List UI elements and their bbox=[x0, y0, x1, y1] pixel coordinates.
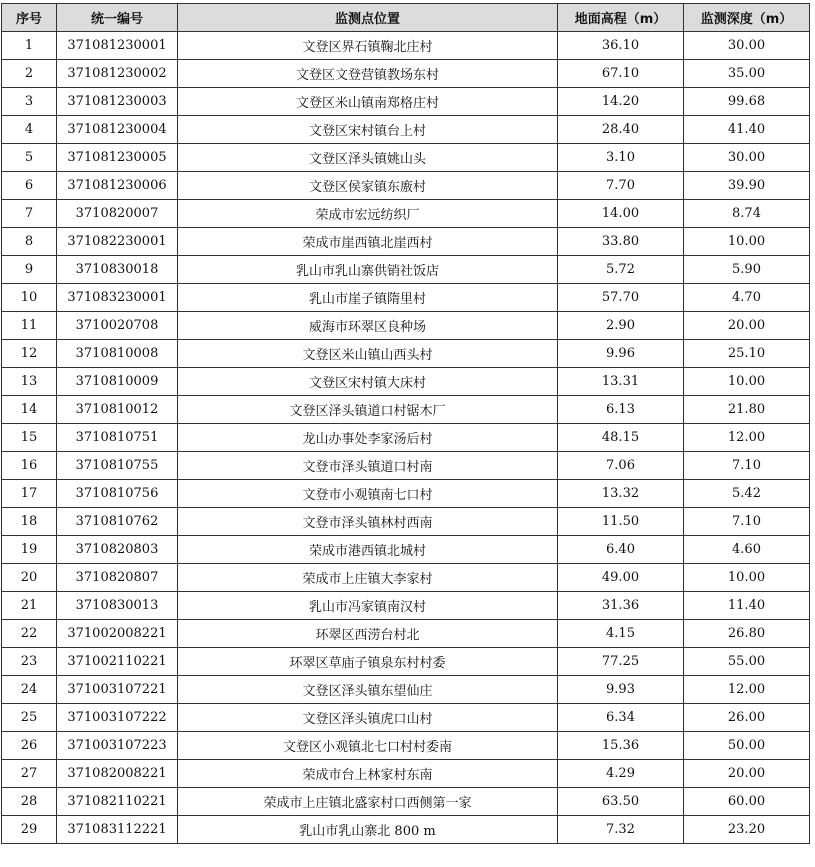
cell-elevation: 7.70 bbox=[558, 172, 684, 200]
cell-depth: 12.00 bbox=[684, 424, 810, 452]
table-row bbox=[2, 480, 810, 508]
cell-seq: 13 bbox=[2, 368, 57, 396]
cell-elevation: 14.20 bbox=[558, 88, 684, 116]
cell-seq: 20 bbox=[2, 564, 57, 592]
table-row bbox=[2, 452, 810, 480]
cell-depth: 26.00 bbox=[684, 704, 810, 732]
table-row bbox=[2, 228, 810, 256]
cell-code: 371002110221 bbox=[57, 648, 178, 676]
cell-location: 文登市泽头镇林村西南 bbox=[178, 508, 558, 536]
cell-seq: 11 bbox=[2, 312, 57, 340]
cell-depth: 10.00 bbox=[684, 228, 810, 256]
table-row bbox=[2, 816, 810, 844]
cell-code: 3710830013 bbox=[57, 592, 178, 620]
cell-elevation: 49.00 bbox=[558, 564, 684, 592]
cell-depth: 30.00 bbox=[684, 144, 810, 172]
cell-seq: 5 bbox=[2, 144, 57, 172]
cell-elevation: 6.13 bbox=[558, 396, 684, 424]
monitoring-points-table bbox=[1, 3, 810, 844]
cell-code: 3710810009 bbox=[57, 368, 178, 396]
table-row bbox=[2, 32, 810, 60]
cell-depth: 41.40 bbox=[684, 116, 810, 144]
cell-depth: 60.00 bbox=[684, 788, 810, 816]
cell-seq: 10 bbox=[2, 284, 57, 312]
cell-code: 3710810751 bbox=[57, 424, 178, 452]
cell-seq: 25 bbox=[2, 704, 57, 732]
cell-elevation: 48.15 bbox=[558, 424, 684, 452]
cell-seq: 15 bbox=[2, 424, 57, 452]
cell-code: 3710020708 bbox=[57, 312, 178, 340]
cell-elevation: 4.29 bbox=[558, 760, 684, 788]
cell-seq: 2 bbox=[2, 60, 57, 88]
cell-seq: 17 bbox=[2, 480, 57, 508]
cell-seq: 28 bbox=[2, 788, 57, 816]
cell-code: 371081230002 bbox=[57, 60, 178, 88]
cell-code: 3710820803 bbox=[57, 536, 178, 564]
cell-location: 文登区泽头镇东望仙庄 bbox=[178, 676, 558, 704]
cell-seq: 6 bbox=[2, 172, 57, 200]
cell-elevation: 4.15 bbox=[558, 620, 684, 648]
table-row bbox=[2, 620, 810, 648]
cell-seq: 19 bbox=[2, 536, 57, 564]
table-row bbox=[2, 312, 810, 340]
cell-location: 文登区泽头镇虎口山村 bbox=[178, 704, 558, 732]
cell-elevation: 9.96 bbox=[558, 340, 684, 368]
cell-elevation: 7.32 bbox=[558, 816, 684, 844]
cell-location: 文登区侯家镇东廒村 bbox=[178, 172, 558, 200]
cell-depth: 20.00 bbox=[684, 312, 810, 340]
table-row bbox=[2, 88, 810, 116]
cell-elevation: 2.90 bbox=[558, 312, 684, 340]
table-row bbox=[2, 760, 810, 788]
header-seq: 序号 bbox=[2, 4, 57, 32]
cell-location: 环翠区西涝台村北 bbox=[178, 620, 558, 648]
cell-code: 371003107222 bbox=[57, 704, 178, 732]
table-row bbox=[2, 396, 810, 424]
cell-code: 3710820807 bbox=[57, 564, 178, 592]
cell-depth: 10.00 bbox=[684, 368, 810, 396]
cell-depth: 30.00 bbox=[684, 32, 810, 60]
cell-elevation: 15.36 bbox=[558, 732, 684, 760]
cell-elevation: 28.40 bbox=[558, 116, 684, 144]
cell-depth: 23.20 bbox=[684, 816, 810, 844]
cell-depth: 35.00 bbox=[684, 60, 810, 88]
cell-seq: 14 bbox=[2, 396, 57, 424]
cell-seq: 21 bbox=[2, 592, 57, 620]
cell-location: 乳山市冯家镇南汉村 bbox=[178, 592, 558, 620]
cell-location: 文登区宋村镇大床村 bbox=[178, 368, 558, 396]
table-body bbox=[2, 32, 810, 844]
cell-location: 龙山办事处李家汤后村 bbox=[178, 424, 558, 452]
cell-seq: 12 bbox=[2, 340, 57, 368]
cell-seq: 1 bbox=[2, 32, 57, 60]
cell-elevation: 14.00 bbox=[558, 200, 684, 228]
cell-elevation: 13.31 bbox=[558, 368, 684, 396]
cell-elevation: 13.32 bbox=[558, 480, 684, 508]
cell-depth: 50.00 bbox=[684, 732, 810, 760]
table-row bbox=[2, 592, 810, 620]
cell-seq: 7 bbox=[2, 200, 57, 228]
cell-code: 371082230001 bbox=[57, 228, 178, 256]
cell-code: 371083230001 bbox=[57, 284, 178, 312]
cell-depth: 4.70 bbox=[684, 284, 810, 312]
cell-code: 371083112221 bbox=[57, 816, 178, 844]
cell-code: 371002008221 bbox=[57, 620, 178, 648]
cell-elevation: 67.10 bbox=[558, 60, 684, 88]
cell-location: 乳山市乳山寨北 800 m bbox=[178, 816, 558, 844]
cell-seq: 22 bbox=[2, 620, 57, 648]
cell-depth: 7.10 bbox=[684, 452, 810, 480]
cell-seq: 29 bbox=[2, 816, 57, 844]
table-row bbox=[2, 340, 810, 368]
cell-depth: 5.42 bbox=[684, 480, 810, 508]
header-elevation: 地面高程（m） bbox=[558, 4, 684, 32]
cell-elevation: 3.10 bbox=[558, 144, 684, 172]
cell-location: 乳山市崖子镇隋里村 bbox=[178, 284, 558, 312]
cell-depth: 10.00 bbox=[684, 564, 810, 592]
cell-code: 371082110221 bbox=[57, 788, 178, 816]
cell-location: 文登区界石镇鞠北庄村 bbox=[178, 32, 558, 60]
cell-code: 3710810012 bbox=[57, 396, 178, 424]
cell-location: 文登区文登营镇教场东村 bbox=[178, 60, 558, 88]
cell-depth: 55.00 bbox=[684, 648, 810, 676]
table-row bbox=[2, 368, 810, 396]
table-row bbox=[2, 732, 810, 760]
cell-seq: 16 bbox=[2, 452, 57, 480]
cell-depth: 26.80 bbox=[684, 620, 810, 648]
table-row bbox=[2, 284, 810, 312]
cell-location: 文登市泽头镇道口村南 bbox=[178, 452, 558, 480]
cell-location: 荣成市宏远纺织厂 bbox=[178, 200, 558, 228]
cell-seq: 26 bbox=[2, 732, 57, 760]
table-row bbox=[2, 144, 810, 172]
cell-elevation: 77.25 bbox=[558, 648, 684, 676]
cell-depth: 25.10 bbox=[684, 340, 810, 368]
header-depth: 监测深度（m） bbox=[684, 4, 810, 32]
table-row bbox=[2, 60, 810, 88]
table-row bbox=[2, 536, 810, 564]
cell-code: 3710810762 bbox=[57, 508, 178, 536]
cell-location: 荣成市港西镇北城村 bbox=[178, 536, 558, 564]
cell-location: 乳山市乳山寨供销社饭店 bbox=[178, 256, 558, 284]
cell-elevation: 63.50 bbox=[558, 788, 684, 816]
cell-code: 371081230001 bbox=[57, 32, 178, 60]
cell-location: 荣成市台上林家村东南 bbox=[178, 760, 558, 788]
cell-elevation: 6.40 bbox=[558, 536, 684, 564]
cell-code: 371003107223 bbox=[57, 732, 178, 760]
cell-location: 文登区泽头镇姚山头 bbox=[178, 144, 558, 172]
cell-elevation: 5.72 bbox=[558, 256, 684, 284]
cell-location: 文登区米山镇南郑格庄村 bbox=[178, 88, 558, 116]
cell-elevation: 57.70 bbox=[558, 284, 684, 312]
cell-code: 3710810756 bbox=[57, 480, 178, 508]
table-row bbox=[2, 424, 810, 452]
cell-seq: 27 bbox=[2, 760, 57, 788]
cell-seq: 3 bbox=[2, 88, 57, 116]
cell-depth: 99.68 bbox=[684, 88, 810, 116]
cell-elevation: 9.93 bbox=[558, 676, 684, 704]
cell-elevation: 11.50 bbox=[558, 508, 684, 536]
cell-code: 3710810755 bbox=[57, 452, 178, 480]
table-row bbox=[2, 172, 810, 200]
table-row bbox=[2, 256, 810, 284]
cell-seq: 23 bbox=[2, 648, 57, 676]
cell-elevation: 31.36 bbox=[558, 592, 684, 620]
cell-elevation: 7.06 bbox=[558, 452, 684, 480]
cell-location: 环翠区草庙子镇泉东村村委 bbox=[178, 648, 558, 676]
cell-depth: 12.00 bbox=[684, 676, 810, 704]
cell-code: 371003107221 bbox=[57, 676, 178, 704]
cell-location: 荣成市上庄镇北盛家村口西侧第一家 bbox=[178, 788, 558, 816]
table-row bbox=[2, 788, 810, 816]
cell-seq: 24 bbox=[2, 676, 57, 704]
cell-code: 371082008221 bbox=[57, 760, 178, 788]
cell-code: 3710810008 bbox=[57, 340, 178, 368]
table-row bbox=[2, 508, 810, 536]
cell-depth: 4.60 bbox=[684, 536, 810, 564]
cell-location: 文登区小观镇北七口村村委南 bbox=[178, 732, 558, 760]
table-header-row bbox=[2, 4, 810, 32]
cell-elevation: 6.34 bbox=[558, 704, 684, 732]
cell-depth: 20.00 bbox=[684, 760, 810, 788]
cell-code: 3710830018 bbox=[57, 256, 178, 284]
cell-code: 371081230005 bbox=[57, 144, 178, 172]
table-row bbox=[2, 676, 810, 704]
cell-code: 371081230004 bbox=[57, 116, 178, 144]
cell-location: 文登市小观镇南七口村 bbox=[178, 480, 558, 508]
table-row bbox=[2, 704, 810, 732]
table-row bbox=[2, 116, 810, 144]
cell-location: 荣成市崖西镇北崖西村 bbox=[178, 228, 558, 256]
cell-code: 3710820007 bbox=[57, 200, 178, 228]
cell-seq: 8 bbox=[2, 228, 57, 256]
cell-location: 荣成市上庄镇大李家村 bbox=[178, 564, 558, 592]
cell-code: 371081230006 bbox=[57, 172, 178, 200]
cell-code: 371081230003 bbox=[57, 88, 178, 116]
cell-location: 威海市环翠区良种场 bbox=[178, 312, 558, 340]
cell-depth: 5.90 bbox=[684, 256, 810, 284]
cell-location: 文登区米山镇山西头村 bbox=[178, 340, 558, 368]
cell-depth: 7.10 bbox=[684, 508, 810, 536]
cell-location: 文登区宋村镇台上村 bbox=[178, 116, 558, 144]
cell-seq: 4 bbox=[2, 116, 57, 144]
cell-depth: 11.40 bbox=[684, 592, 810, 620]
header-location: 监测点位置 bbox=[178, 4, 558, 32]
table-row bbox=[2, 200, 810, 228]
cell-depth: 39.90 bbox=[684, 172, 810, 200]
cell-seq: 9 bbox=[2, 256, 57, 284]
cell-depth: 21.80 bbox=[684, 396, 810, 424]
cell-seq: 18 bbox=[2, 508, 57, 536]
cell-location: 文登区泽头镇道口村锯木厂 bbox=[178, 396, 558, 424]
header-code: 统一编号 bbox=[57, 4, 178, 32]
cell-elevation: 36.10 bbox=[558, 32, 684, 60]
table-row bbox=[2, 648, 810, 676]
table-row bbox=[2, 564, 810, 592]
cell-depth: 8.74 bbox=[684, 200, 810, 228]
cell-elevation: 33.80 bbox=[558, 228, 684, 256]
